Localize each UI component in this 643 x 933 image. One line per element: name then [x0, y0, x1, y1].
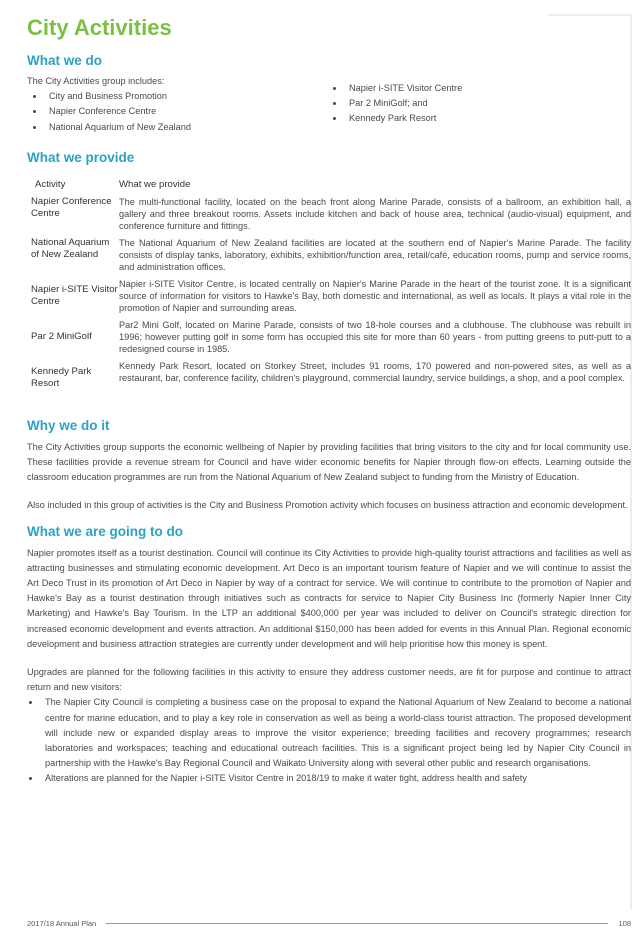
footer-plan-label: 2017/18 Annual Plan: [27, 918, 97, 928]
page-footer: [27, 917, 631, 929]
heading-going-to-do: What we are going to do: [27, 523, 183, 539]
section-what-we-do: [27, 52, 631, 135]
includes-left-column: [27, 74, 327, 135]
includes-list: [27, 74, 631, 135]
paragraph: Also included in this group of activities is the City and Business Promotion activity which focuses on business attraction and economic development.: [27, 500, 628, 511]
paragraph: Upgrades are planned for the following facilities in this activity to ensure they address customer needs, are fit for purpose and continue to attract return and new visitors:: [27, 667, 631, 693]
list-item: • Kennedy Park Resort: [345, 111, 627, 126]
list-item: • Par 2 MiniGolf; and: [345, 96, 627, 111]
includes-right-column: [327, 74, 627, 135]
upgrades-list: [27, 695, 631, 786]
section-what-we-provide: [27, 149, 631, 395]
description-cell: The National Aquarium of New Zealand facilities are located at the southern end of Napier's Marine Parade. The facility consists of display tanks, laboratory, exhibits, exhibition/function area, retail/café, education rooms, pump and service rooms, and administration offices.: [119, 237, 631, 272]
section-why-we-do-it: [27, 417, 631, 514]
activity-cell: Napier i-SITE Visitor Centre: [31, 283, 118, 307]
description-cell: Par2 Mini Golf, located on Marine Parade, consists of two 18-hole courses and a clubhouse. The clubhouse was rebuilt in 1996; however putting golf in some form has occupied this site for more than 60 years - from putting greens to putt-putt to a redesigned course in 1985.: [119, 319, 631, 354]
page-title: City Activities: [27, 15, 172, 40]
description-cell: The multi-functional facility, located on the beach front along Marine Parade, consists of a ballroom, an exhibition hall, a gallery and three breakout rooms. Assets include kitchen and back of house area, technical (audio-visual) equipment, and conference furniture and fittings.: [119, 196, 631, 231]
heading-why-we-do-it: Why we do it: [27, 417, 110, 433]
activity-cell: National Aquarium of New Zealand: [31, 236, 110, 260]
activity-cell: Kennedy Park Resort: [31, 365, 92, 389]
list-item: • Alterations are planned for the Napier i-SITE Visitor Centre in 2018/19 to make it water tight, address health and safety: [41, 771, 631, 786]
table-row: [27, 319, 631, 360]
list-item: • Napier Conference Centre: [45, 104, 327, 119]
list-item: • City and Business Promotion: [45, 89, 327, 104]
heading-what-we-provide: What we provide: [27, 149, 135, 165]
list-item: • National Aquarium of New Zealand: [45, 120, 327, 135]
table-row: [27, 360, 631, 395]
list-item: • The Napier City Council is completing a business case on the proposal to expand the National Aquarium of New Zealand to become a national centre for marine education, and to play a key role in conservation as well as being a world-class tourist attraction. The proposed development will include new or expanded display areas to improve the visitor experience; breeding facilities and recovery programmes; research laboratories and workspaces; teaching and educational outreach facilities. This is a significant project being led by Napier City Council in partnership with the Hawke's Bay Regional Council and Waikato University along with several other public and research organisations.: [41, 695, 631, 771]
page-number: 108: [618, 918, 631, 928]
table-row: [27, 278, 631, 319]
description-cell: Kennedy Park Resort, located on Storkey Street, includes 91 rooms, 170 powered and non-powered sites, as well as a restaurant, bar, conference facility, children's playground, commercial laundry, service buildings, a shop, and a pool complex.: [119, 360, 631, 383]
table-row: [27, 237, 631, 278]
footer-rule: [106, 923, 608, 924]
heading-what-we-do: What we do: [27, 53, 102, 68]
page-content: [27, 14, 631, 787]
paragraph: Napier promotes itself as a tourist destination. Council will continue its City Activities to provide high-quality tourist attractions and facilities as well as attracting businesses and stimulating economic development. Art Deco is an important tourism feature of Napier and we will continue to assist the Art Deco Trust in its promotion of Art Deco in Napier by way of a contract for service. We will continue to contribute to the promotion of Napier and Hawke's Bay as a tourist destination through initiatives such as contracts for service to Napier City Business Inc (formerly Napier Inner City Marketing) and Hawke's Bay Tourism. In the LTP an additional $400,000 per year was included to deliver on Council's strategic direction for increased economic development and events attraction. An additional $150,000 has been added for events in this Annual Plan. Regional economic development and business attraction strategies are currently under development and will help prioritise how this money is spent.: [27, 547, 631, 649]
paragraph: The City Activities group supports the economic wellbeing of Napier by providing facilities that bring visitors to the city and for local community use. These facilities provide a revenue stream for Council and have wider economic benefits for Napier through flow-on effects. Learning outside the classroom education programmes are run from the National Aquarium of New Zealand subject to funding from the Ministry of Education.: [27, 441, 631, 483]
activity-cell: Par 2 MiniGolf: [31, 330, 92, 342]
activity-cell: Napier Conference Centre: [31, 195, 112, 219]
table-row: [27, 196, 631, 237]
includes-intro: The City Activities group includes:: [27, 76, 165, 86]
col-provide-header: What we provide: [119, 178, 191, 190]
section-going-to-do: [27, 523, 631, 787]
description-cell: Napier i-SITE Visitor Centre, is located centrally on Napier's Marine Parade in the heart of the tourist zone. It is a significant source of information for visitors to Hawke's Bay, both domestic and international, as well as locals. It plays a vital role in the promotion of Napier and surrounding areas.: [119, 278, 631, 313]
table-header-row: [27, 179, 631, 196]
col-activity-header: Activity: [35, 178, 66, 190]
provide-table: [27, 179, 631, 395]
list-item: • Napier i-SITE Visitor Centre: [345, 81, 627, 96]
